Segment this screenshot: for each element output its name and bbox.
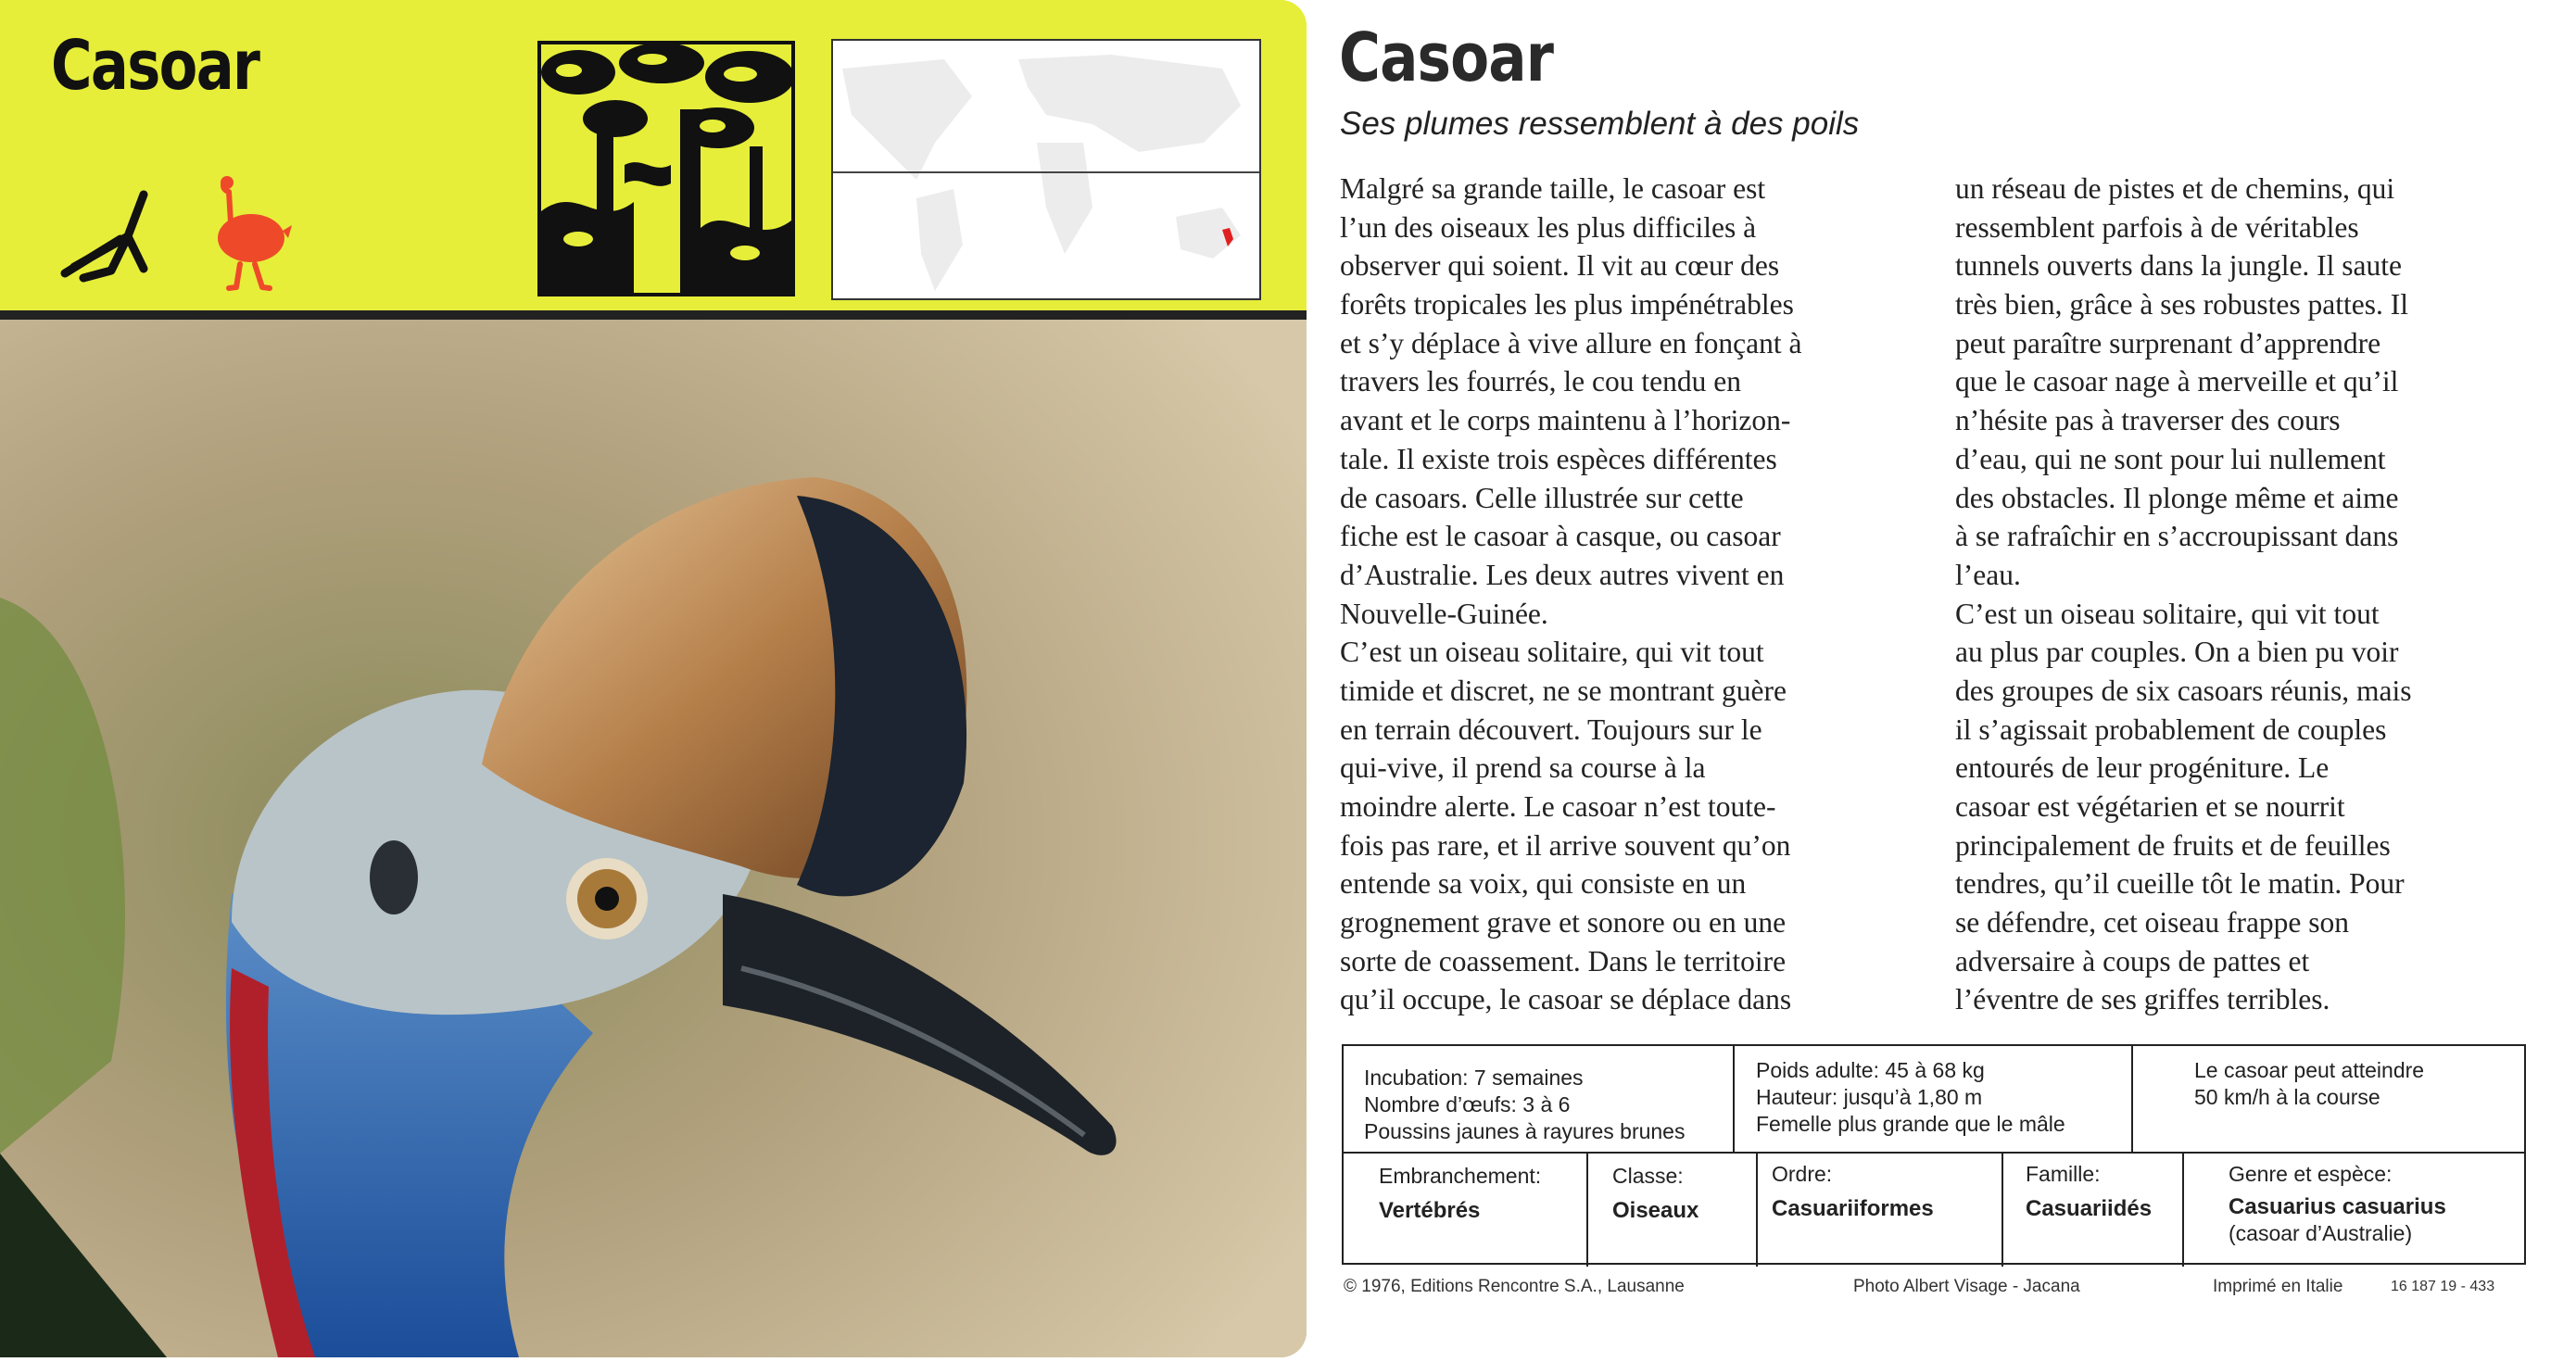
dimorphism-fact: Femelle plus grande que le mâle — [1756, 1112, 2065, 1136]
embranchement-cell — [1379, 1163, 1541, 1224]
text-line: C’est un oiseau solitaire, qui vit tout — [1955, 597, 2380, 630]
text-line: que le casoar nage à merveille et qu’il — [1955, 365, 2399, 398]
card-code: 16 187 19 - 433 — [2391, 1279, 2495, 1294]
famille-label: Famille: — [2026, 1162, 2101, 1186]
print-notice: Imprimé en Italie — [2213, 1277, 2343, 1296]
cassowary-photo — [0, 320, 1307, 1357]
text-line: se défendre, cet oiseau frappe son — [1955, 906, 2350, 940]
table-divider — [1756, 1152, 1758, 1267]
text-line: n’hésite pas à traverser des cours — [1955, 404, 2341, 437]
text-line: d’Australie. Les deux autres vivent en — [1340, 558, 1785, 591]
text-line: tale. Il existe trois espèces différentes — [1340, 442, 1777, 475]
text-line: Malgré sa grande taille, le casoar est — [1340, 172, 1766, 205]
header-rule — [0, 310, 1307, 320]
speed-fact-line-2: 50 km/h à la course — [2194, 1085, 2380, 1109]
speed-fact-line-1: Le casoar peut atteindre — [2194, 1058, 2425, 1082]
table-divider — [1586, 1152, 1588, 1267]
text-line: Nouvelle-Guinée. — [1340, 597, 1548, 630]
card-header-panel — [0, 0, 1307, 320]
copyright-notice: © 1976, Editions Rencontre S.A., Lausanne — [1344, 1277, 1685, 1296]
chicks-fact: Poussins jaunes à rayures brunes — [1364, 1119, 1686, 1143]
ordre-cell — [1772, 1161, 1934, 1222]
genre-common-name: (casoar d’Australie) — [2229, 1221, 2413, 1245]
text-line: qu’il occupe, le casoar se déplace dans — [1340, 983, 1792, 1016]
text-line: l’eau. — [1955, 558, 2021, 591]
text-line: à se rafraîchir en s’accroupissant dans — [1955, 520, 2399, 553]
table-divider — [1733, 1046, 1735, 1152]
cassowary-head-image — [0, 320, 1307, 1357]
text-line: l’éventre de ses griffes terribles. — [1955, 983, 2330, 1016]
text-line: tunnels ouverts dans la jungle. Il saute — [1955, 249, 2403, 283]
page-subtitle: Ses plumes ressemblent à des poils — [1340, 106, 1860, 142]
text-line: moindre alerte. Le casoar n’est toute- — [1340, 790, 1776, 823]
text-line: observer qui soient. Il vit au cœur des — [1340, 249, 1780, 283]
card-title: Casoar — [51, 26, 259, 106]
genre-label: Genre et espèce: — [2229, 1162, 2393, 1186]
text-line: ressemblent parfois à de véritables — [1955, 210, 2359, 244]
genre-value: Casuarius casuarius — [2229, 1194, 2446, 1219]
size-facts — [1756, 1057, 2065, 1138]
text-line: entourés de leur progéniture. Le — [1955, 751, 2330, 785]
distribution-map — [831, 39, 1261, 300]
reproduction-facts — [1364, 1065, 1685, 1145]
text-line: casoar est végétarien et se nourrit — [1955, 790, 2345, 823]
ratite-bird-icon — [208, 171, 292, 292]
text-line: fois pas rare, et il arrive souvent qu’on — [1340, 828, 1791, 862]
text-line: avant et le corps maintenu à l’horizon- — [1340, 404, 1791, 437]
height-fact: Hauteur: jusqu’à 1,80 m — [1756, 1085, 1983, 1109]
table-row-divider — [1344, 1152, 2524, 1154]
text-line: des obstacles. Il plonge même et aime — [1955, 481, 2399, 514]
famille-value: Casuariidés — [2026, 1196, 2153, 1221]
body-text-column-1 — [1340, 170, 1910, 1019]
table-divider — [2001, 1152, 2003, 1267]
embranchement-value: Vertébrés — [1379, 1198, 1481, 1223]
text-line: entende sa voix, qui consiste en un — [1340, 867, 1747, 901]
text-line: sorte de coassement. Dans le territoire — [1340, 944, 1787, 977]
jungle-icon — [541, 44, 791, 293]
text-line: des groupes de six casoars réunis, mais — [1955, 674, 2412, 707]
text-line: adversaire à coups de pattes et — [1955, 944, 2310, 977]
body-text-column-2 — [1955, 170, 2525, 1019]
classe-cell — [1612, 1163, 1698, 1224]
weight-fact: Poids adulte: 45 à 68 kg — [1756, 1058, 1985, 1082]
page-title: Casoar — [1339, 19, 1554, 96]
text-line: C’est un oiseau solitaire, qui vit tout — [1340, 636, 1764, 669]
famille-cell — [2026, 1161, 2152, 1222]
classe-value: Oiseaux — [1612, 1198, 1699, 1223]
facts-table — [1342, 1044, 2526, 1265]
text-line: il s’agissait probablement de couples — [1955, 713, 2387, 746]
text-line: qui-vive, il prend sa course à la — [1340, 751, 1706, 785]
photo-credit: Photo Albert Visage - Jacana — [1853, 1277, 2080, 1296]
text-line: timide et discret, ne se montrant guère — [1340, 674, 1787, 707]
text-line: peut paraître surprenant d’apprendre — [1955, 326, 2381, 359]
bird-foot-icon — [56, 185, 167, 287]
table-divider — [2182, 1152, 2184, 1267]
embranchement-label: Embranchement: — [1379, 1164, 1542, 1188]
text-line: de casoars. Celle illustrée sur cette — [1340, 481, 1744, 514]
text-line: un réseau de pistes et de chemins, qui — [1955, 172, 2395, 205]
speed-facts — [2194, 1057, 2424, 1111]
text-line: fiche est le casoar à casque, ou casoar — [1340, 520, 1781, 553]
egg-count-fact: Nombre d’œufs: 3 à 6 — [1364, 1092, 1571, 1116]
table-divider — [2131, 1046, 2133, 1152]
classe-label: Classe: — [1612, 1164, 1684, 1188]
habitat-forest-illustration — [537, 41, 795, 296]
incubation-fact: Incubation: 7 semaines — [1364, 1066, 1584, 1090]
world-map-icon — [833, 41, 1259, 298]
ordre-label: Ordre: — [1772, 1162, 1833, 1186]
text-line: grognement grave et sonore ou en une — [1340, 906, 1787, 940]
text-line: au plus par couples. On a bien pu voir — [1955, 636, 2399, 669]
text-line: l’un des oiseaux les plus difficiles à — [1340, 210, 1757, 244]
ordre-value: Casuariiformes — [1772, 1196, 1934, 1221]
text-line: principalement de fruits et de feuilles — [1955, 828, 2391, 862]
text-line: d’eau, qui ne sont pour lui nullement — [1955, 442, 2386, 475]
text-line: très bien, grâce à ses robustes pattes. Il — [1955, 288, 2408, 322]
genre-espece-cell — [2229, 1161, 2446, 1247]
text-line: en terrain découvert. Toujours sur le — [1340, 713, 1762, 746]
text-line: travers les fourrés, le cou tendu en — [1340, 365, 1741, 398]
text-line: forêts tropicales les plus impénétrables — [1340, 288, 1794, 322]
text-line: et s’y déplace à vive allure en fonçant à — [1340, 326, 1802, 359]
text-line: tendres, qu’il cueille tôt le matin. Pour — [1955, 867, 2405, 901]
